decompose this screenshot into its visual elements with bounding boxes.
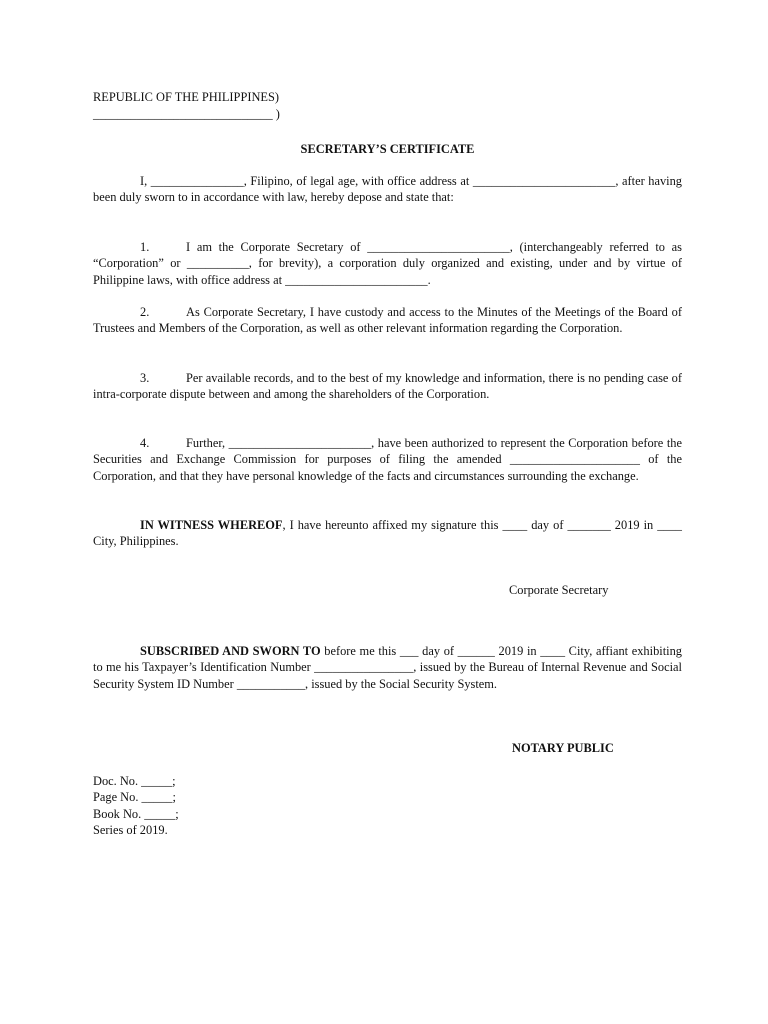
item-1-number: 1. xyxy=(140,240,150,254)
notary-public-label: NOTARY PUBLIC xyxy=(512,741,614,755)
item-4-paragraph xyxy=(93,435,682,484)
item-4-number: 4. xyxy=(140,436,150,450)
item-1-paragraph xyxy=(93,239,682,288)
witness-text: , I have hereunto affixed my signature this ____ day of _______ 2019 in ____ City, Philippines. xyxy=(93,518,682,549)
subscribed-text: before me this ___ day of ______ 2019 in ____ City, affiant exhibiting to me his Taxpayer’s Identification Number ________________, issued by the Bureau of Internal Revenue and Social Security System ID Number ___________, issued by the Social Security System. xyxy=(93,644,682,691)
republic-header: REPUBLIC OF THE PHILIPPINES) xyxy=(93,90,279,104)
item-4-text: Further, _______________________, have been authorized to represent the Corporation before the Securities and Exchange Commission for purposes of filing the amended _____________________ of the Corporation, and that they have personal knowledge of the facts and circumstances surrounding the exchange. xyxy=(93,436,682,483)
item-1-text: I am the Corporate Secretary of _______________________, (interchangeably referred to as “Corporation” or __________, for brevity), a corporation duly organized and existing, under and by virtue of Philippine laws, with office address at _______________________. xyxy=(93,240,682,287)
series-line: Series of 2019. xyxy=(93,822,168,837)
book-no-line: Book No. _____; xyxy=(93,806,179,821)
item-3-text: Per available records, and to the best of my knowledge and information, there is no pending case of intra-corporate dispute between and among the shareholders of the Corporation. xyxy=(93,371,682,402)
doc-no-line: Doc. No. _____; xyxy=(93,774,176,788)
item-2-paragraph xyxy=(93,304,682,337)
item-3-paragraph xyxy=(93,370,682,403)
witness-lead: IN WITNESS WHEREOF xyxy=(140,518,283,532)
item-3-number: 3. xyxy=(140,371,150,385)
page-no-line: Page No. _____; xyxy=(93,790,176,805)
intro-paragraph: I, _______________, Filipino, of legal age, with office address at _______________________, after having been duly sworn to in accordance with law, hereby depose and state that: xyxy=(93,174,682,205)
subscribed-lead: SUBSCRIBED AND SWORN TO xyxy=(140,644,321,658)
item-2-text: As Corporate Secretary, I have custody and access to the Minutes of the Meetings of the Board of Trustees and Members of the Corporation, as well as other relevant information regarding the Corporation. xyxy=(93,305,682,336)
document-title: SECRETARY’S CERTIFICATE xyxy=(300,142,475,156)
location-line: _____________________________ ) xyxy=(93,107,280,121)
witness-paragraph xyxy=(93,517,682,550)
item-2-number: 2. xyxy=(140,305,150,319)
notarial-register-info xyxy=(93,773,293,838)
subscribed-paragraph xyxy=(93,643,682,692)
corporate-secretary-label: Corporate Secretary xyxy=(509,583,609,597)
